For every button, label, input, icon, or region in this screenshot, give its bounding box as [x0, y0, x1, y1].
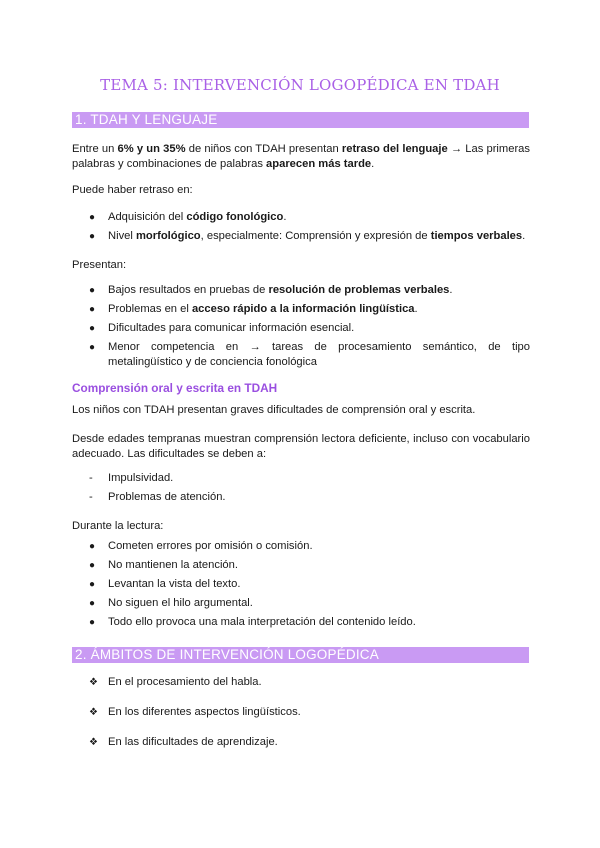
dash-icon: - — [89, 491, 93, 503]
item-text: , especialmente: Comprensión y expresión de — [200, 230, 431, 242]
comprension-paragraph-2: Desde edades tempranas muestran comprensión lectora deficiente, incluso con vocabulario adecuado. Las dificultades se deben a: — [72, 433, 530, 460]
item-text: Menor competencia en → tareas de procesamiento semántico, de tipo metalingüístico y de conciencia fonológica — [108, 341, 530, 368]
retraso-label: Puede haber retraso en: — [72, 184, 193, 196]
presentan-list — [72, 283, 530, 370]
dash-icon: - — [89, 472, 93, 484]
item-text: . — [414, 303, 418, 315]
retraso-list — [72, 210, 530, 244]
list-item — [72, 675, 530, 690]
item-text: Impulsividad. — [108, 472, 174, 484]
bullet-icon: ● — [89, 560, 96, 571]
list-item — [72, 229, 530, 244]
item-text: . — [522, 230, 526, 242]
bullet-icon: ● — [89, 342, 96, 353]
diamond-bullet-icon: ❖ — [89, 707, 98, 718]
item-bold: acceso rápido a la información lingüística — [191, 303, 415, 315]
item-text: . — [449, 284, 453, 296]
item-bold: resolución de problemas verbales — [268, 284, 450, 296]
item-text: Nivel — [108, 230, 136, 242]
list-item — [72, 577, 530, 592]
intro-bold: aparecen más tarde — [266, 158, 372, 170]
item-text: Levantan la vista del texto. — [108, 578, 241, 590]
list-item — [72, 302, 530, 317]
item-bold: tiempos verbales — [430, 230, 523, 242]
intro-text: de niños con TDAH presentan — [185, 143, 342, 155]
list-item — [72, 735, 530, 750]
item-bold: código fonológico — [186, 211, 284, 223]
item-text: Bajos resultados en pruebas de — [108, 284, 269, 296]
item-text: Cometen errores por omisión o comisión. — [108, 540, 313, 552]
page-title: TEMA 5: INTERVENCIÓN LOGOPÉDICA EN TDAH — [100, 76, 500, 94]
item-text: Todo ello provoca una mala interpretación del contenido leído. — [108, 616, 416, 628]
intro-text: Entre un — [72, 143, 118, 155]
diamond-bullet-icon: ❖ — [89, 737, 98, 748]
ambitos-list — [72, 675, 530, 750]
presentan-label: Presentan: — [72, 259, 127, 271]
list-item — [72, 210, 530, 225]
intro-bold: retraso del lenguaje — [341, 143, 448, 155]
bullet-icon: ● — [89, 231, 96, 242]
section-heading-ambitos: 2. ÁMBITOS DE INTERVENCIÓN LOGOPÉDICA — [72, 647, 529, 663]
lectura-list — [72, 539, 530, 630]
list-item — [72, 705, 530, 720]
bullet-icon: ● — [89, 304, 96, 315]
item-text: En las dificultades de aprendizaje. — [108, 736, 278, 748]
list-item — [72, 596, 530, 611]
diamond-bullet-icon: ❖ — [89, 677, 98, 688]
bullet-icon: ● — [89, 285, 96, 296]
intro-text: . — [371, 158, 375, 170]
list-item — [72, 539, 530, 554]
item-text: Adquisición del — [108, 211, 187, 223]
bullet-icon: ● — [89, 541, 96, 552]
intro-text: → Las primeras palabras y combinaciones de palabras — [72, 143, 530, 170]
bullet-icon: ● — [89, 617, 96, 628]
item-text: En el procesamiento del habla. — [108, 676, 262, 688]
item-text: No mantienen la atención. — [108, 559, 238, 571]
list-item — [72, 283, 530, 298]
intro-paragraph — [72, 142, 530, 172]
list-item — [72, 321, 530, 336]
list-item — [72, 340, 530, 370]
list-item — [72, 490, 530, 505]
bullet-icon: ● — [89, 579, 96, 590]
bullet-icon: ● — [89, 212, 96, 223]
subheading-comprension: Comprensión oral y escrita en TDAH — [72, 381, 278, 395]
list-item — [72, 558, 530, 573]
lectura-label: Durante la lectura: — [72, 520, 164, 532]
item-text: No siguen el hilo argumental. — [108, 597, 253, 609]
item-text: . — [283, 211, 287, 223]
item-text: Problemas de atención. — [108, 491, 226, 503]
bullet-icon: ● — [89, 323, 96, 334]
intro-bold: 6% y un 35% — [117, 143, 186, 155]
bullet-icon: ● — [89, 598, 96, 609]
item-text: Problemas en el — [108, 303, 192, 315]
comprension-paragraph-1: Los niños con TDAH presentan graves dificultades de comprensión oral y escrita. — [72, 404, 476, 416]
item-text: Dificultades para comunicar información esencial. — [108, 322, 355, 334]
item-bold: morfológico — [135, 230, 201, 242]
list-item — [72, 471, 530, 486]
section-heading-tdah-lenguaje: 1. TDAH Y LENGUAJE — [72, 112, 529, 128]
causes-list — [72, 471, 530, 505]
list-item — [72, 615, 530, 630]
item-text: En los diferentes aspectos lingüísticos. — [108, 706, 301, 718]
